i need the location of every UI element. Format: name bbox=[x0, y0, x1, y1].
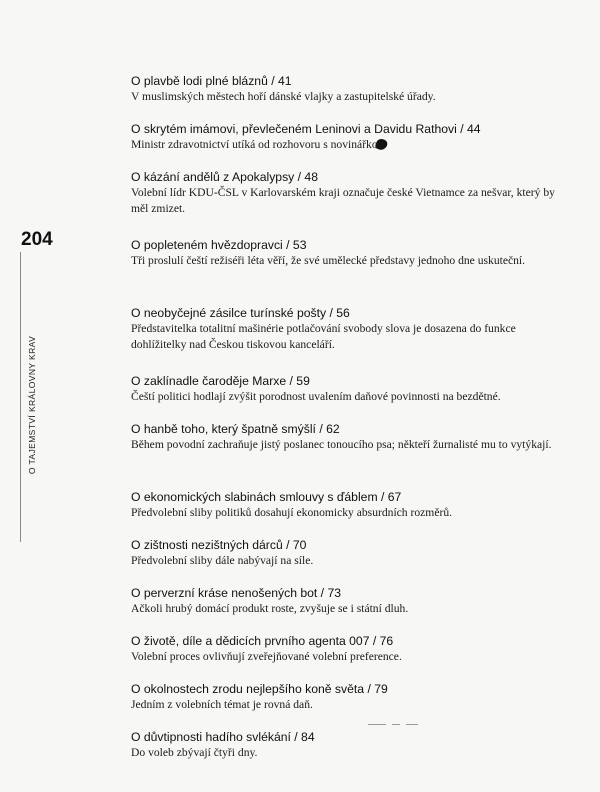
margin-rule bbox=[20, 252, 21, 542]
toc-entry-description: Do voleb zbývají čtyři dny. bbox=[131, 746, 258, 759]
toc-entry bbox=[131, 74, 571, 122]
toc-entry-heading: O okolnostech zrodu nejlepšího koně světa / 79 bbox=[131, 682, 388, 696]
toc-entry-heading: O zaklínadle čaroděje Marxe / 59 bbox=[131, 374, 310, 388]
toc-entry-heading: O hanbě toho, který špatně smýšlí / 62 bbox=[131, 422, 340, 436]
toc-entry-heading: O životě, díle a dědicích prvního agenta 007 / 76 bbox=[131, 634, 394, 648]
toc-entry-description: Jedním z volebních témat je rovná daň. bbox=[131, 698, 313, 711]
toc-entry-heading: O skrytém imámovi, převlečeném Leninovi a Davidu Rathovi / 44 bbox=[131, 122, 481, 136]
toc-entry-description: Představitelka totalitní mašinérie potlačování svobody slova je dosazena do funkce dohlížitelky nad Českou tiskovou kanceláří. bbox=[131, 322, 516, 351]
page-number: 204 bbox=[21, 229, 53, 250]
toc-entry-description: Tři proslulí čeští režiséři léta věří, že své umělecké představy jednoho dne uskuteční. bbox=[131, 254, 526, 267]
toc-entry-description: Předvolební sliby dále nabývají na síle. bbox=[131, 554, 314, 567]
scan-artifact-dash bbox=[406, 724, 418, 725]
table-of-contents bbox=[131, 74, 571, 778]
toc-entry-heading: O kázání andělů z Apokalypsy / 48 bbox=[131, 170, 318, 184]
toc-entry-description: Během povodní zachraňuje jistý poslanec tonoucího psa; někteří žurnalisté mu to vytýkají. bbox=[131, 438, 552, 451]
toc-entry bbox=[131, 170, 571, 238]
toc-entry-heading: O důvtipnosti hadího svlékání / 84 bbox=[131, 730, 315, 744]
running-title: O TAJEMSTVÍ KRÁLOVNY KRAV bbox=[27, 335, 37, 475]
toc-entry bbox=[131, 306, 571, 374]
toc-entry-description: Volební lídr KDU-ČSL v Karlovarském kraji označuje české Vietnamce za nešvar, který by měl zmizet. bbox=[131, 186, 555, 215]
scan-artifact-dash bbox=[392, 724, 400, 725]
toc-entry-description: Volební proces ovlivňují zveřejňované volební preference. bbox=[131, 650, 402, 663]
toc-entry-heading: O neobyčejné zásilce turínské pošty / 56 bbox=[131, 306, 350, 320]
toc-entry bbox=[131, 586, 571, 634]
toc-entry-heading: O ekonomických slabinách smlouvy s ďáblem / 67 bbox=[131, 490, 402, 504]
toc-entry-heading: O perverzní kráse nenošených bot / 73 bbox=[131, 586, 342, 600]
toc-entry bbox=[131, 122, 571, 170]
toc-entry bbox=[131, 634, 571, 682]
toc-entry-description: Čeští politici hodlají zvýšit porodnost uvalením daňové povinnosti na bezdětné. bbox=[131, 390, 501, 403]
scan-artifact-dash bbox=[368, 724, 386, 725]
toc-entry bbox=[131, 730, 571, 778]
toc-entry-description: Ačkoli hrubý domácí produkt roste, zvyšuje se i státní dluh. bbox=[131, 602, 409, 615]
toc-entry-description: Ministr zdravotnictví utíká od rozhovoru s novinářkou. bbox=[131, 138, 387, 151]
toc-entry-description: V muslimských městech hoří dánské vlajky a zastupitelské úřady. bbox=[131, 90, 436, 103]
toc-entry-description: Předvolební sliby politiků dosahují ekonomicky absurdních rozměrů. bbox=[131, 506, 453, 519]
toc-entry-heading: O plavbě lodi plné bláznů / 41 bbox=[131, 74, 292, 88]
toc-entry bbox=[131, 374, 571, 422]
toc-entry bbox=[131, 238, 571, 306]
toc-entry bbox=[131, 682, 571, 730]
toc-entry bbox=[131, 490, 571, 538]
toc-entry-heading: O popleteném hvězdopravci / 53 bbox=[131, 238, 307, 252]
toc-entry-heading: O zištnosti nezištných dárců / 70 bbox=[131, 538, 307, 552]
toc-entry bbox=[131, 422, 571, 490]
toc-entry bbox=[131, 538, 571, 586]
